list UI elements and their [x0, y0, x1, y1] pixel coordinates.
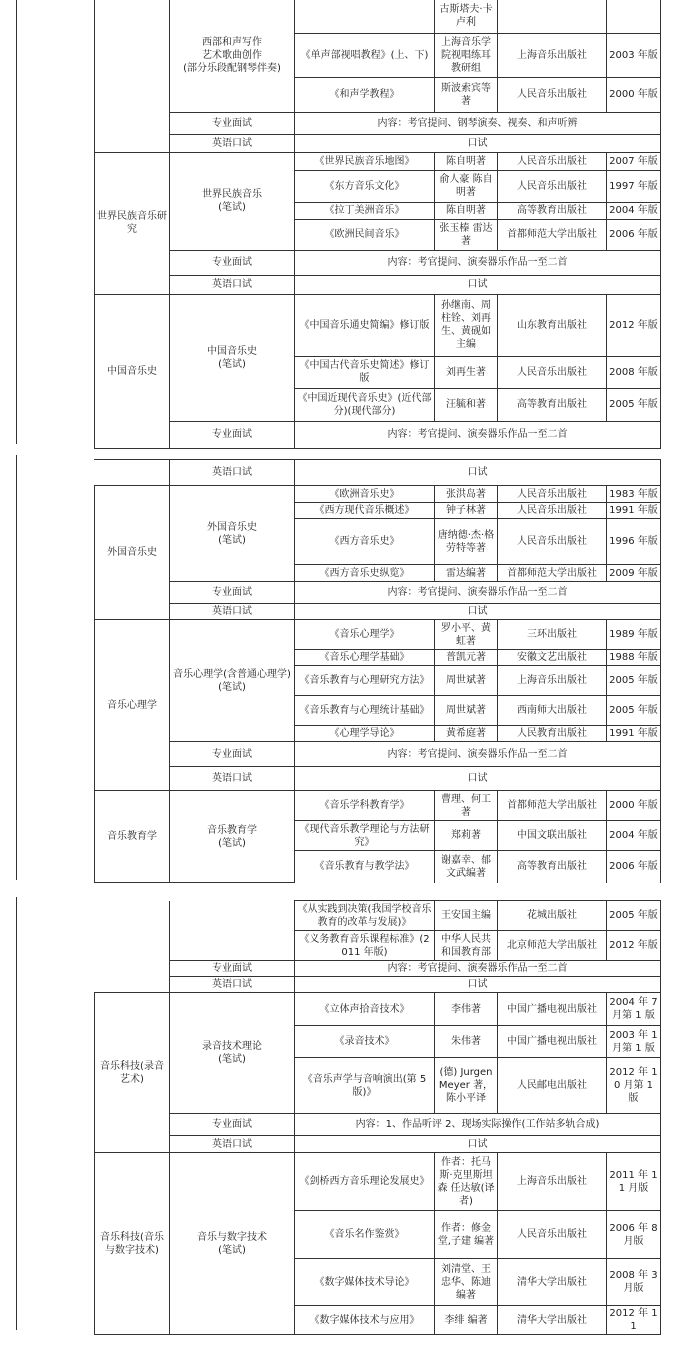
table-row: [95, 486, 661, 503]
book-year: 2005 年版: [607, 388, 661, 421]
book-title: 《音乐教育与心理统计基础》: [295, 696, 435, 726]
book-publisher: 清华大学出版社: [498, 1306, 607, 1335]
book-publisher: 高等教育出版社: [498, 851, 607, 883]
table-row: [95, 1153, 661, 1211]
exam-label: 专业面试: [170, 742, 295, 767]
oral-label: 英语口试: [170, 275, 295, 294]
book-publisher: 上海音乐出版社: [498, 1153, 607, 1211]
book-title: 《音乐学科教育学》: [295, 791, 435, 821]
book-year: 2012 年 11: [607, 1306, 661, 1335]
book-title: 《中国音乐通史简编》修订版: [295, 294, 435, 356]
book-year: 2006 年版: [607, 851, 661, 883]
book-author: 作者：托马斯·克里斯坦森 任达敏(译者): [435, 1153, 498, 1211]
table-row: [95, 112, 661, 134]
book-publisher: 上海音乐出版社: [498, 666, 607, 696]
book-year: 2004 年版: [607, 821, 661, 851]
exam-content: 内容：考官提问、钢琴演奏、视奏、和声听辨: [295, 112, 661, 134]
table-row: [95, 421, 661, 448]
book-title: 《从实践到决策(我国学校音乐教育的改革与发展)》: [295, 901, 435, 931]
major-cell: 外国音乐史: [95, 486, 170, 620]
course-line: (笔试): [218, 1054, 246, 1065]
book-publisher: 首都师范大学出版社: [498, 791, 607, 821]
course-line: 录音技术理论: [202, 1041, 262, 1052]
book-year: 2005 年版: [607, 696, 661, 726]
book-year: 2005 年版: [607, 901, 661, 931]
book-title: 《义务教育音乐课程标准》(2011 年版): [295, 931, 435, 961]
table-row: [95, 901, 661, 931]
book-publisher: 高等教育出版社: [498, 202, 607, 219]
major-cell: 世界民族音乐研究: [95, 152, 170, 294]
book-year: 2007 年版: [607, 152, 661, 170]
book-year: 2006 年 8 月版: [607, 1211, 661, 1259]
table-row: [95, 791, 661, 821]
book-title: 《欧洲音乐史》: [295, 486, 435, 503]
book-year: 2012 年版: [607, 294, 661, 356]
book-author: 上海音乐学院视唱练耳教研组: [435, 33, 498, 77]
book-publisher: 人民音乐出版社: [498, 519, 607, 565]
oral-content: 口试: [295, 460, 661, 486]
course-line: 音乐教育学: [207, 824, 257, 836]
book-publisher: 人民音乐出版社: [498, 152, 607, 170]
oral-content: 口试: [295, 275, 661, 294]
exam-label: 专业面试: [170, 250, 295, 275]
book-title: 《录音技术》: [295, 1026, 435, 1058]
table-row: [95, 993, 661, 1026]
course-cell: [170, 0, 295, 112]
book-author: 普凯元著: [435, 650, 498, 666]
book-publisher: 中国广播电视出版社: [498, 993, 607, 1026]
book-year: 1988 年版: [607, 650, 661, 666]
course-cell: [170, 1153, 295, 1335]
book-publisher: 山东教育出版社: [498, 294, 607, 356]
book-table-3: [94, 900, 661, 1335]
course-cell: [170, 486, 295, 582]
oral-content: 口试: [295, 1136, 661, 1153]
book-author: 张洪岛著: [435, 486, 498, 503]
table-row: [95, 767, 661, 791]
exam-content: 内容：考官提问、演奏器乐作品一至二首: [295, 582, 661, 604]
oral-label: 英语口试: [170, 767, 295, 791]
book-title: 《音乐心理学基础》: [295, 650, 435, 666]
exam-label: 专业面试: [170, 961, 295, 977]
book-year: 2012 年 10 月第 1 版: [607, 1058, 661, 1114]
book-year: 2003 年版: [607, 33, 661, 77]
book-title: 《音乐名作鉴赏》: [295, 1211, 435, 1259]
oral-label: 英语口试: [170, 460, 295, 486]
course-line: 西部和声写作: [202, 37, 262, 49]
page-edge-line: [16, 0, 17, 444]
course-line: 外国音乐史: [207, 521, 257, 533]
book-author: 唐纳德·杰·格劳特等著: [435, 519, 498, 565]
book-publisher: 上海音乐出版社: [498, 33, 607, 77]
book-year: 1983 年版: [607, 486, 661, 503]
course-cell: [170, 993, 295, 1114]
course-line: (笔试): [218, 534, 246, 546]
exam-label: 专业面试: [170, 421, 295, 448]
page-edge-line: [16, 897, 17, 1330]
table-row: [95, 275, 661, 294]
course-line: (笔试): [218, 358, 246, 370]
book-year: 2008 年 3 月版: [607, 1259, 661, 1306]
book-publisher: [498, 0, 607, 33]
book-title: 《西方音乐史》: [295, 519, 435, 565]
book-publisher: 中国文联出版社: [498, 821, 607, 851]
book-author: 俞人豪 陈自明著: [435, 170, 498, 202]
book-year: 2009 年版: [607, 565, 661, 582]
course-line: (笔试): [218, 837, 246, 849]
book-title: 《音乐教育与心理研究方法》: [295, 666, 435, 696]
book-publisher: 西南师大出版社: [498, 696, 607, 726]
book-author: 刘清堂、王忠华、陈迪编著: [435, 1259, 498, 1306]
book-year: 2003 年 1 月第 1 版: [607, 1026, 661, 1058]
course-line: 音乐心理学(含普通心理学): [173, 668, 291, 680]
oral-label: 英语口试: [170, 1136, 295, 1153]
exam-content: 内容：考官提问、演奏器乐作品一至二首: [295, 961, 661, 977]
book-author: 雷达编著: [435, 565, 498, 582]
table-row: [95, 0, 661, 33]
book-title: 《数字媒体技术导论》: [295, 1259, 435, 1306]
book-year: 1991 年版: [607, 503, 661, 519]
book-publisher: 首都师范大学出版社: [498, 219, 607, 250]
book-title: 《音乐心理学》: [295, 620, 435, 650]
book-title: 《中国近现代音乐史》(近代部分)(现代部分): [295, 388, 435, 421]
book-publisher: 安徽文艺出版社: [498, 650, 607, 666]
book-author: 陈自明著: [435, 152, 498, 170]
book-title: 《和声学教程》: [295, 77, 435, 112]
table-row: [95, 460, 661, 486]
book-author: 汪毓和著: [435, 388, 498, 421]
book-author: 周世斌著: [435, 666, 498, 696]
course-cell: [170, 294, 295, 421]
table-row: [95, 294, 661, 356]
table-row: [95, 620, 661, 650]
book-year: 2005 年版: [607, 666, 661, 696]
book-table-1: [94, 0, 661, 449]
oral-content: 口试: [295, 977, 661, 993]
book-publisher: 人民教育出版社: [498, 726, 607, 742]
book-title: 《数字媒体技术与应用》: [295, 1306, 435, 1335]
major-cell: 音乐科技(录音艺术): [95, 993, 170, 1153]
book-author: 孙继南、周柱铨、刘再生、黄砚如主编: [435, 294, 498, 356]
major-cell: 音乐心理学: [95, 620, 170, 791]
book-publisher: 人民音乐出版社: [498, 503, 607, 519]
table-row: [95, 134, 661, 152]
page-edge-line: [16, 455, 17, 880]
course-line: (笔试): [218, 202, 246, 213]
book-author: 谢嘉幸、郁文武编著: [435, 851, 498, 883]
book-author: 陈自明著: [435, 202, 498, 219]
book-publisher: 北京师范大学出版社: [498, 931, 607, 961]
book-author: 李伟著: [435, 993, 498, 1026]
book-author: 郑莉著: [435, 821, 498, 851]
exam-label: 专业面试: [170, 582, 295, 604]
book-title: 《欧洲民间音乐》: [295, 219, 435, 250]
table-row: [95, 1114, 661, 1136]
book-year: [607, 0, 661, 33]
book-title: 《世界民族音乐地图》: [295, 152, 435, 170]
course-line: 音乐与数字技术: [197, 1231, 267, 1243]
book-publisher: 清华大学出版社: [498, 1259, 607, 1306]
book-publisher: 首都师范大学出版社: [498, 565, 607, 582]
blank-cell: [170, 901, 295, 961]
major-cell: 中国音乐史: [95, 294, 170, 448]
book-table-2: [94, 459, 661, 883]
book-author: 朱伟著: [435, 1026, 498, 1058]
table-row: [95, 1136, 661, 1153]
oral-content: 口试: [295, 767, 661, 791]
book-author: 古斯塔夫·卡卢利: [435, 0, 498, 33]
oral-content: 口试: [295, 134, 661, 152]
exam-label: 专业面试: [170, 1114, 295, 1136]
book-publisher: 中国广播电视出版社: [498, 1026, 607, 1058]
book-title: 《音乐声学与音响演出(第 5 版)》: [295, 1058, 435, 1114]
course-cell: [170, 791, 295, 883]
book-title: 《中国古代音乐史简述》修订版: [295, 356, 435, 388]
exam-content: 内容：考官提问、演奏器乐作品一至二首: [295, 742, 661, 767]
oral-label: 英语口试: [170, 134, 295, 152]
table-row: [95, 961, 661, 977]
book-publisher: 人民音乐出版社: [498, 356, 607, 388]
book-author: 钟子林著: [435, 503, 498, 519]
book-year: 2006 年版: [607, 219, 661, 250]
table-row: [95, 977, 661, 993]
book-publisher: 人民音乐出版社: [498, 77, 607, 112]
book-year: 2012 年版: [607, 931, 661, 961]
major-cell: 音乐教育学: [95, 791, 170, 883]
book-title: 《西方现代音乐概述》: [295, 503, 435, 519]
book-publisher: 人民音乐出版社: [498, 170, 607, 202]
book-publisher: 三环出版社: [498, 620, 607, 650]
course-line: 艺术歌曲创作: [202, 50, 262, 62]
book-year: 1991 年版: [607, 726, 661, 742]
book-author: 刘再生著: [435, 356, 498, 388]
book-year: 2004 年版: [607, 202, 661, 219]
book-author: 作者：修金堂,子建 编著: [435, 1211, 498, 1259]
exam-label: 专业面试: [170, 112, 295, 134]
book-author: 周世斌著: [435, 696, 498, 726]
book-year: 2000 年版: [607, 77, 661, 112]
book-year: 1996 年版: [607, 519, 661, 565]
book-title: 《现代音乐教学理论与方法研究》: [295, 821, 435, 851]
exam-content: 内容：1、作品听评 2、现场实际操作(工作站多轨合成): [295, 1114, 661, 1136]
book-title: 《单声部视唱教程》(上、下): [295, 33, 435, 77]
exam-content: 内容：考官提问、演奏器乐作品一至二首: [295, 250, 661, 275]
book-title: [295, 0, 435, 33]
book-publisher: 人民音乐出版社: [498, 1211, 607, 1259]
course-cell: [170, 152, 295, 250]
book-title: 《西方音乐史纵览》: [295, 565, 435, 582]
book-year: 1997 年版: [607, 170, 661, 202]
book-publisher: 人民音乐出版社: [498, 486, 607, 503]
book-year: 2000 年版: [607, 791, 661, 821]
oral-label: 英语口试: [170, 604, 295, 620]
book-author: 曹理、何工著: [435, 791, 498, 821]
major-cell: [95, 0, 170, 152]
blank-cell: [95, 901, 170, 993]
oral-label: 英语口试: [170, 977, 295, 993]
book-title: 《音乐教育与教学法》: [295, 851, 435, 883]
book-title: 《剑桥西方音乐理论发展史》: [295, 1153, 435, 1211]
book-publisher: 高等教育出版社: [498, 388, 607, 421]
course-line: (部分乐段配钢琴伴奏): [183, 63, 281, 75]
book-title: 《立体声拾音技术》: [295, 993, 435, 1026]
book-author: 中华人民共和国教育部: [435, 931, 498, 961]
table-row: [95, 152, 661, 170]
book-year: 1989 年版: [607, 620, 661, 650]
book-title: 《东方音乐文化》: [295, 170, 435, 202]
book-author: 黄希庭著: [435, 726, 498, 742]
book-publisher: 人民邮电出版社: [498, 1058, 607, 1114]
book-publisher: 花城出版社: [498, 901, 607, 931]
book-year: 2008 年版: [607, 356, 661, 388]
table-row: [95, 250, 661, 275]
oral-content: 口试: [295, 604, 661, 620]
book-author: 王安国主编: [435, 901, 498, 931]
book-year: 2004 年 7 月第 1 版: [607, 993, 661, 1026]
book-year: 2011 年 11 月版: [607, 1153, 661, 1211]
book-author: 斯波索宾等著: [435, 77, 498, 112]
book-title: 《拉丁美洲音乐》: [295, 202, 435, 219]
table-row: [95, 742, 661, 767]
course-line: (笔试): [218, 1244, 246, 1256]
course-line: 世界民族音乐: [202, 189, 262, 200]
book-title: 《心理学导论》: [295, 726, 435, 742]
book-author: 李绯 编著: [435, 1306, 498, 1335]
exam-content: 内容：考官提问、演奏器乐作品一至二首: [295, 421, 661, 448]
book-author: (德) Jurgen Meyer 著，陈小平译: [435, 1058, 498, 1114]
course-line: 中国音乐史: [207, 345, 257, 357]
major-cell: 音乐科技(音乐与数字技术): [95, 1153, 170, 1335]
book-author: 张玉榛 雷达著: [435, 219, 498, 250]
table-row: [95, 582, 661, 604]
table-row: [95, 604, 661, 620]
course-line: (笔试): [218, 681, 246, 693]
book-author: 罗小平、黄虹著: [435, 620, 498, 650]
blank-cell: [95, 460, 170, 486]
course-cell: [170, 620, 295, 742]
